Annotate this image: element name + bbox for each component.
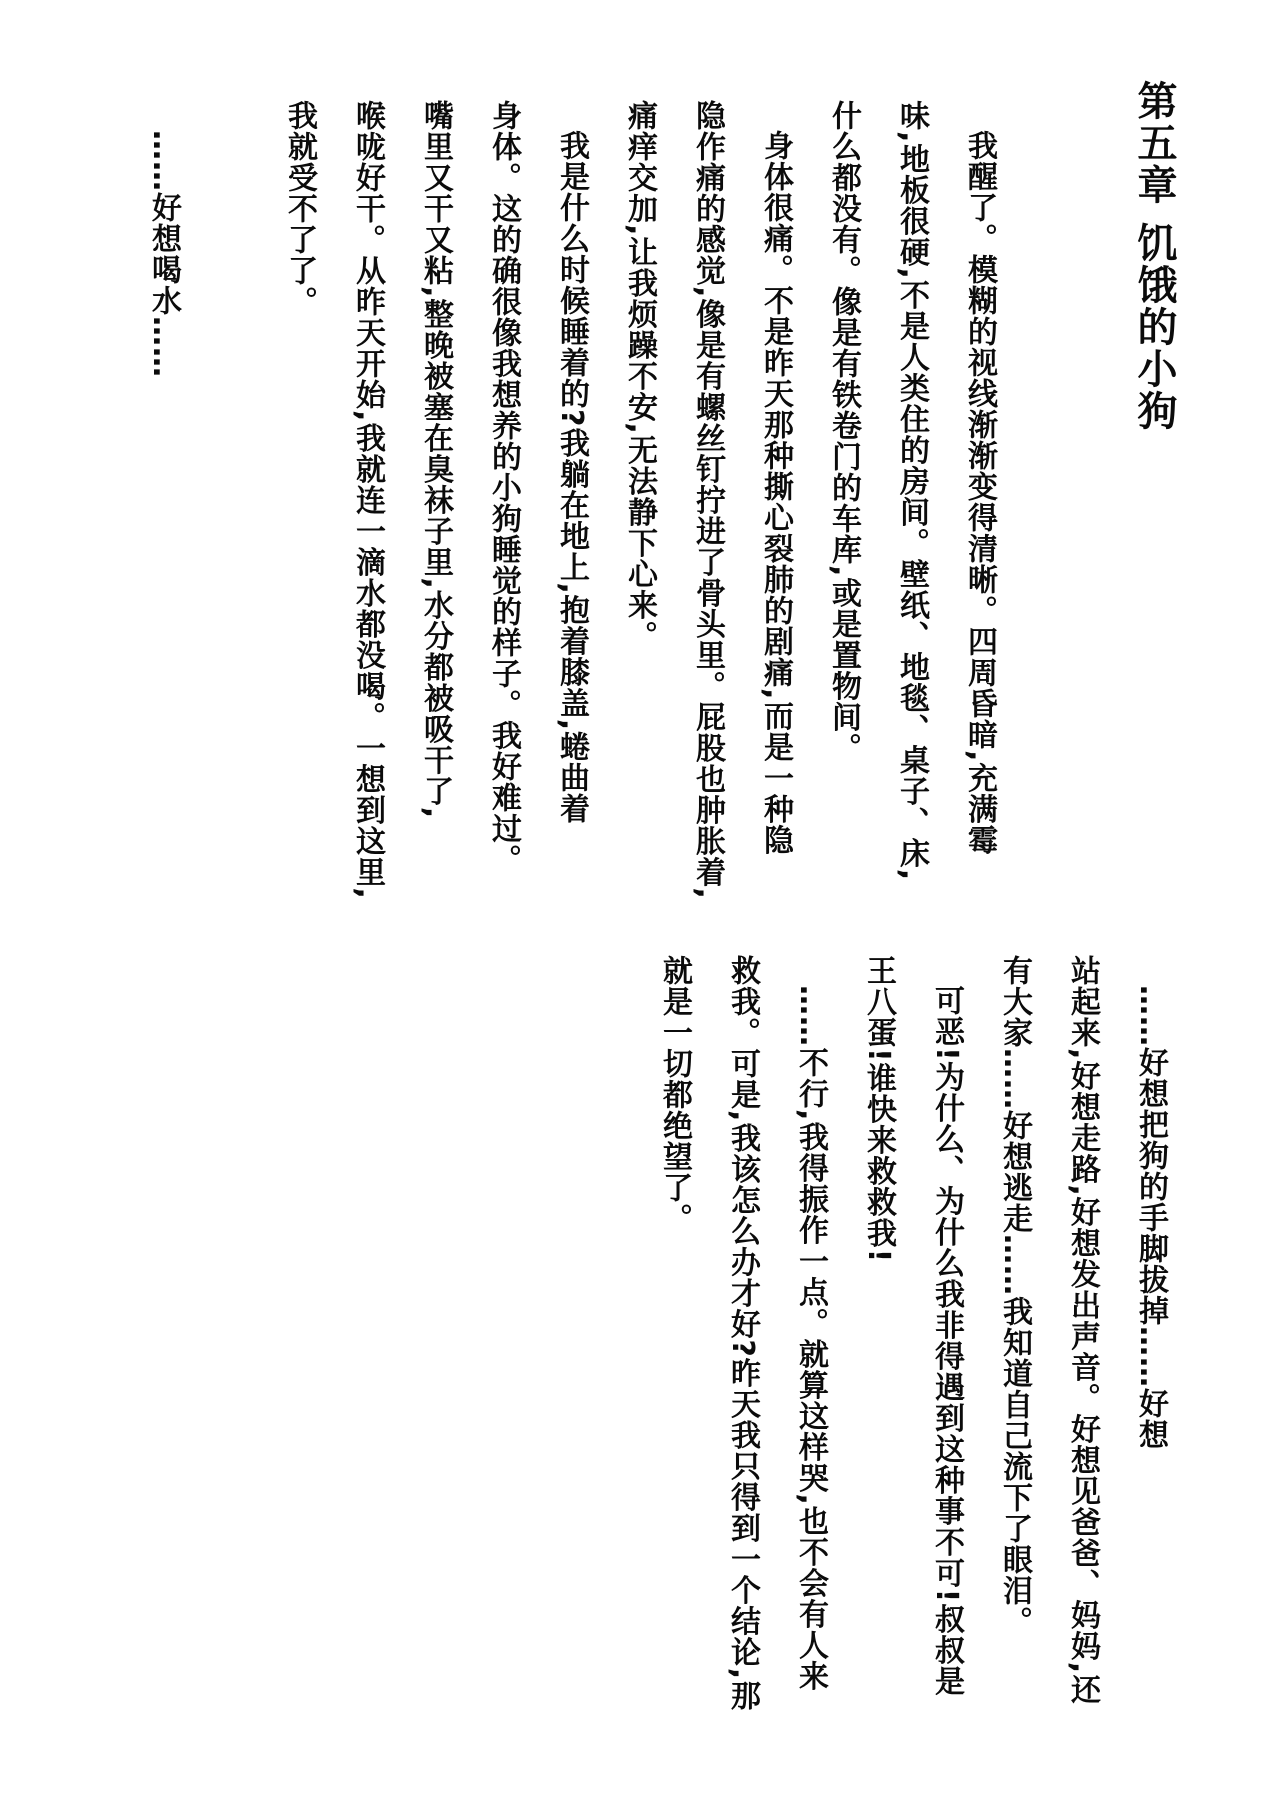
text-column: ……好想喝水…… xyxy=(146,130,181,378)
text-column: 什么都没有。像是有铁卷门的车库,或是置物间。 xyxy=(826,100,861,764)
text-column: 站起来,好想走路,好想发出声音。好想见爸爸、妈妈,还 xyxy=(1065,955,1100,1706)
text-column: 身体很痛。不是昨天那种撕心裂肺的剧痛,而是一种隐 xyxy=(758,130,793,856)
text-column: 味,地板很硬,不是人类住的房间。壁纸、地毯、桌子、床, xyxy=(894,100,929,882)
text-column: 我是什么时候睡着的?我躺在地上,抱着膝盖,蜷曲着 xyxy=(554,130,589,825)
text-column: ……好想把狗的手脚拔掉……好想 xyxy=(1133,985,1168,1450)
text-column: 隐作痛的感觉,像是有螺丝钉拧进了骨头里。屁股也肿胀着, xyxy=(690,100,725,900)
text-column: 救我。可是,我该怎么办才好?昨天我只得到一个结论,那 xyxy=(725,955,760,1712)
text-column: 痛痒交加,让我烦躁不安,无法静下心来。 xyxy=(622,100,657,652)
text-column: 可恶!为什么、为什么我非得遇到这种事不可!叔叔是 xyxy=(929,985,964,1697)
chapter-title: 第五章 饥饿的小狗 xyxy=(1131,80,1177,432)
text-column: 我醒了。模糊的视线渐渐变得清晰。四周昏暗,充满霉 xyxy=(962,130,997,856)
text-column: 有大家……好想逃走……我知道自己流下了眼泪。 xyxy=(997,955,1032,1637)
text-column: ……不行,我得振作一点。就算这样哭,也不会有人来 xyxy=(793,985,828,1692)
text-column: 王八蛋!谁快来救救我! xyxy=(861,955,896,1264)
text-column: 我就受不了了。 xyxy=(282,100,317,317)
text-column: 喉咙好干。从昨天开始,我就连一滴水都没喝。一想到这里, xyxy=(350,100,385,900)
text-column: 嘴里又干又粘,整晚被塞在臭袜子里,水分都被吸干了, xyxy=(418,100,453,820)
text-column: 就是一切都绝望了。 xyxy=(657,955,692,1234)
text-column: 身体。这的确很像我想养的小狗睡觉的样子。我好难过。 xyxy=(486,100,521,875)
